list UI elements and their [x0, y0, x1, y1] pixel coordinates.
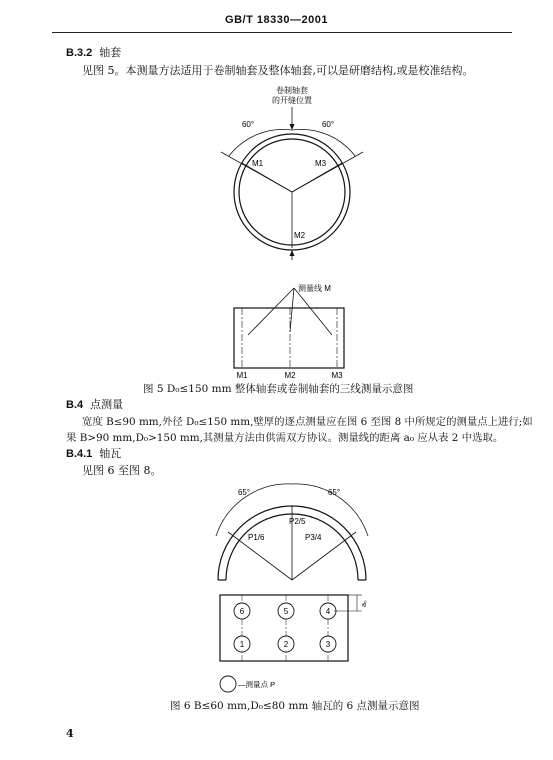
section-b41-body: 见图 6 至图 8。 — [82, 464, 162, 477]
section-b32-body: 见图 5。本测量方法适用于卷制轴套及整体轴套,可以是研磨结构,或是校准结构。 — [82, 64, 474, 77]
figure-5-diagram — [0, 80, 553, 380]
figure-6-caption: 图 6 B≤60 mm,D₀≤80 mm 轴瓦的 6 点测量示意图 — [170, 700, 420, 712]
section-b32-heading — [66, 46, 121, 60]
legend-text: —测量点 P — [238, 680, 276, 689]
figure-5-caption: 图 5 D₀≤150 mm 整体轴套或卷制轴套的三线测量示意图 — [143, 383, 414, 395]
page-number: 4 — [66, 727, 74, 740]
point-4 — [320, 603, 336, 619]
angle-label-left: 60° — [241, 120, 255, 129]
point-2 — [278, 636, 294, 652]
section-b41-heading — [66, 447, 121, 461]
angle-label-left: 65° — [237, 488, 251, 497]
point-5 — [278, 603, 294, 619]
label-p25: P2/5 — [289, 517, 306, 526]
section-b4-body-line1: 宽度 B≤90 mm,外径 D₀≤150 mm,壁厚的逐点测量应在图 6 至图 8 中所规定的测量点上进行;如 — [82, 416, 533, 428]
section-number: B.4.1 — [66, 448, 93, 460]
standard-number: GB/T 18330—2001 — [225, 14, 328, 26]
radius-p34 — [292, 532, 356, 580]
label-m3: M3 — [315, 159, 327, 168]
angle-label-right: 60° — [321, 120, 335, 129]
section-number: B.4 — [66, 399, 84, 411]
section-number: B.3.2 — [66, 47, 93, 59]
section-title: 轴瓦 — [99, 447, 122, 460]
svg-text:2: 2 — [283, 640, 289, 649]
figure-6-diagram — [0, 480, 553, 695]
bushing-side-view — [234, 308, 344, 368]
callout-line-mid — [290, 288, 294, 332]
seam-label-line2: 的开缝位置 — [272, 96, 312, 105]
point-3 — [320, 636, 336, 652]
seam-arrow-head — [290, 124, 295, 130]
header-rule — [52, 32, 512, 33]
callout-line-right — [294, 288, 332, 335]
bottom-arrow-head — [290, 250, 295, 256]
angle-label-right: 65° — [327, 488, 341, 497]
label-p16: P1/6 — [248, 533, 265, 542]
svg-text:5: 5 — [283, 607, 289, 616]
radius-m1 — [242, 163, 292, 192]
section-title: 轴套 — [99, 46, 122, 59]
section-b4-heading — [66, 398, 123, 412]
point-6 — [234, 603, 250, 619]
bottom-label-m2: M2 — [284, 371, 296, 380]
label-p34: P3/4 — [305, 533, 322, 542]
measure-line-label: 测量线 M — [298, 284, 331, 293]
legend-point-symbol — [220, 676, 236, 692]
callout-line-left — [248, 288, 294, 335]
svg-text:1: 1 — [239, 640, 245, 649]
angle-arc-left — [216, 484, 292, 536]
bottom-label-m3: M3 — [331, 371, 343, 380]
label-m1: M1 — [252, 159, 264, 168]
section-b4-body-line2: 果 B>90 mm,D₀>150 mm,其测量方法由供需双方协议。测量线的距离 a₀ 应从表 2 中选取。 — [66, 432, 504, 444]
svg-text:3: 3 — [325, 640, 331, 649]
svg-text:4: 4 — [325, 607, 331, 616]
point-1 — [234, 636, 250, 652]
bottom-label-m1: M1 — [236, 371, 248, 380]
svg-text:6: 6 — [239, 607, 245, 616]
section-title: 点测量 — [90, 398, 124, 411]
label-m2: M2 — [294, 231, 306, 240]
dim-label-a0: a₀ — [361, 600, 368, 607]
seam-label-line1: 卷制轴套 — [276, 86, 308, 95]
